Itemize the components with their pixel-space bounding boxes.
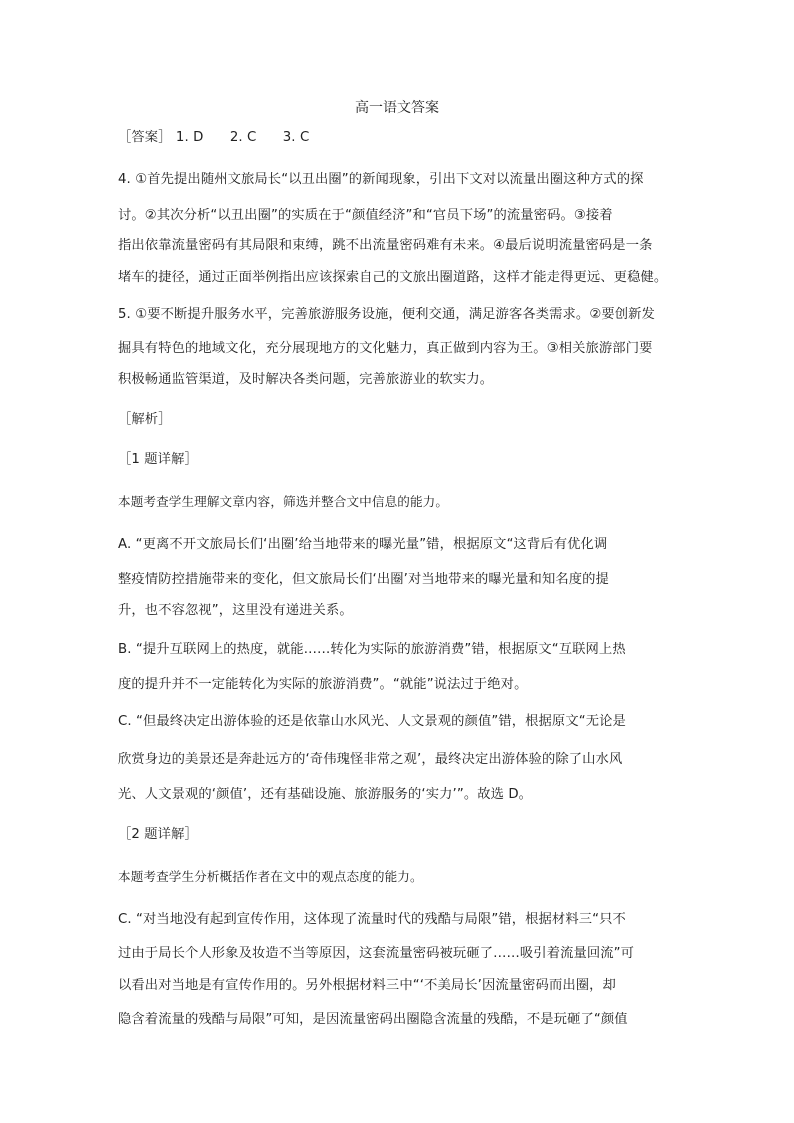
answer-3: 3. C [282, 130, 310, 145]
q5-line: 积极畅通监管渠道，及时解决各类问题，完善旅游业的软实力。 [118, 372, 494, 387]
q4-line: 堵车的捷径，通过正面举例指出应该探索自己的文旅出圈道路，这样才能走得更远、更稳健。 [118, 270, 668, 285]
answer-1: 1. D [175, 130, 204, 145]
detail-2-c-line: C. “对当地没有起到宣传作用，这体现了流量时代的残酷与局限”错，根据材料三“只不 [118, 912, 626, 927]
detail-2-c-line: 以看出对当地是有宣传作用的。另外根据材料三中“‘不美局长’因流量密码而出圈，却 [118, 978, 616, 993]
option-a-line: 整疫情防控措施带来的变化，但文旅局长们‘出圈’对当地带来的曝光量和知名度的提 [118, 572, 609, 587]
page-title: 高一语文答案 [355, 100, 439, 116]
option-a-line: 升，也不容忽视”，这里没有递进关系。 [118, 603, 353, 618]
option-c-line: 光、人文景观的‘颜值’，还有基础设施、旅游服务的‘实力’”。故选 D。 [118, 787, 533, 802]
detail-1-intro: 本题考查学生理解文章内容，筛选并整合文中信息的能力。 [118, 494, 449, 509]
detail-1-label: ［1 题详解］ [118, 452, 198, 467]
answer-2: 2. C [229, 130, 257, 145]
q4-line: 讨。②其次分析“以丑出圈”的实质在于“颜值经济”和“官员下场”的流量密码。③接着 [118, 208, 613, 223]
detail-2-intro: 本题考查学生分析概括作者在文中的观点态度的能力。 [118, 869, 423, 884]
q5-line: 5. ①要不断提升服务水平，完善旅游服务设施，便利交通，满足游客各类需求。②要创新发 [118, 307, 655, 322]
option-c-line: C. “但最终决定出游体验的还是依靠山水风光、人文景观的颜值”错，根据原文“无论是 [118, 714, 626, 729]
option-b-line: B. “提升互联网上的热度，就能……转化为实际的旅游消费”错，根据原文“互联网上热 [118, 642, 626, 657]
q5-line: 掘具有特色的地域文化，充分展现地方的文化魅力，真正做到内容为王。③相关旅游部门要 [118, 341, 653, 356]
detail-2-label: ［2 题详解］ [118, 827, 198, 842]
answer-label: ［答案］ [118, 130, 172, 145]
q4-line: 指出依靠流量密码有其局限和束缚，跳不出流量密码难有未来。④最后说明流量密码是一条 [118, 238, 653, 253]
detail-2-c-line: 隐含着流量的残酷与局限”可知，是因流量密码出圈隐含流量的残酷，不是玩砸了“颜值 [118, 1012, 628, 1027]
option-b-line: 度的提升并不一定能转化为实际的旅游消费”。“就能”说法过于绝对。 [118, 677, 528, 692]
option-a-line: A. “更离不开文旅局长们‘出圈’给当地带来的曝光量”错，根据原文“这背后有优化调 [118, 537, 608, 552]
option-c-line: 欣赏身边的美景还是奔赴远方的‘奇伟瑰怪非常之观’，最终决定出游体验的除了山水风 [118, 752, 623, 767]
answer-line [118, 128, 309, 148]
analysis-label: ［解析］ [118, 412, 172, 427]
detail-2-c-line: 过由于局长个人形象及妆造不当等原因，这套流量密码被玩砸了……吸引着流量回流”可 [118, 946, 635, 961]
q4-line: 4. ①首先提出随州文旅局长“以丑出圈”的新闻现象，引出下文对以流量出圈这种方式的探 [118, 172, 644, 187]
